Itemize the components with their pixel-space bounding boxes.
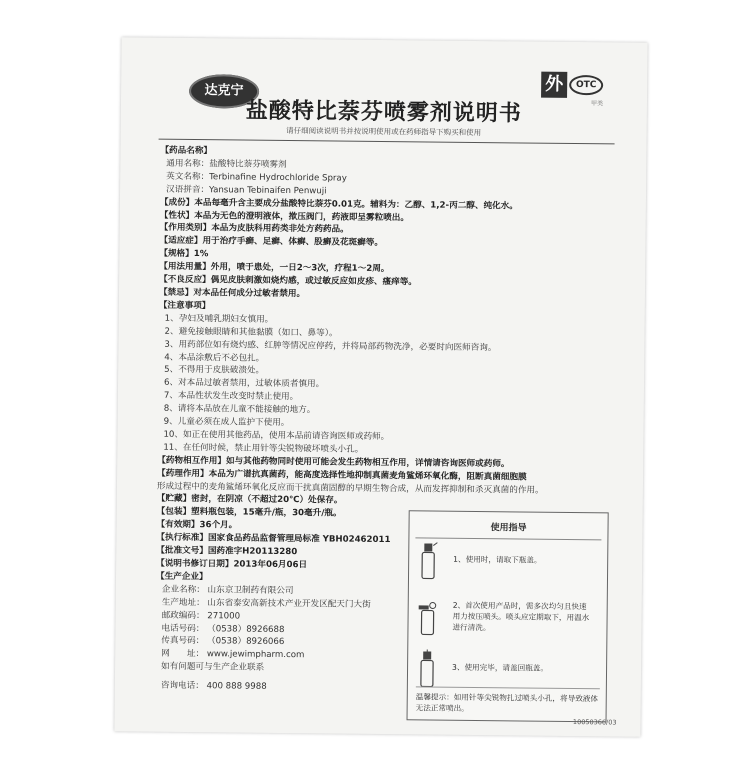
body-line: 邮政编码： 271000 — [161, 610, 241, 622]
section-line: 【禁忌】对本品任何成分过敏者禁用。 — [158, 287, 306, 300]
body-line: 形成过程中的麦角鲨烯环氧化反应而干扰真菌固醇的早期生物合成，从而发挥抑制和杀灭真菌的作用。 — [156, 481, 544, 496]
spray-bottle-recap-icon — [416, 649, 438, 689]
body-line: 咨询电话： 400 888 9988 — [160, 680, 267, 692]
section-line: 【规格】1% — [159, 248, 209, 260]
usage-guide-box — [407, 510, 609, 722]
body-line: 8、请将本品放在儿童不能接触的地方。 — [163, 403, 316, 416]
section-line: 【说明书修订日期】2013年06月06日 — [156, 558, 308, 571]
section-line: 【成份】本品每毫升含主要成分盐酸特比萘芬0.01克。辅料为：乙醇、1,2-丙二醇、纯化水。 — [159, 197, 518, 212]
section-line: 【有效期】36个月。 — [156, 519, 238, 531]
section-line: 【用法用量】外用，喷于患处，一日2～3次，疗程1～2周。 — [159, 261, 390, 275]
body-line: 网 址： www.jewimpharm.com — [161, 649, 305, 661]
spray-bottle-cap-icon — [417, 541, 439, 581]
body-line: 企业名称： 山东京卫制药有限公司 — [161, 584, 294, 596]
usage-step-text: 3、使用完毕，请盖回瓶盖。 — [452, 662, 549, 673]
section-line: 【生产企业】 — [155, 571, 208, 583]
body-line: 4、本品涂敷后不必包扎。 — [164, 352, 265, 364]
section-line: 【包装】塑料瓶包装，15毫升/瓶，30毫升/瓶。 — [156, 507, 342, 519]
document-subtitle: 请仔细阅读说明书并按说明使用或在药师指导下购买和使用 — [286, 125, 482, 138]
document-title: 盐酸特比萘芬喷雾剂说明书 — [245, 98, 522, 127]
section-line: 【药品名称】 — [160, 145, 213, 157]
otc-mark — [541, 72, 604, 108]
usage-step-text: 2、首次使用产品时，需多次均匀且快速用力按压喷头。喷头应定期取下，用温水进行清洗。 — [452, 600, 590, 633]
section-line: 【适应症】用于治疗手癣、足癣、体癣、股癣及花斑癣等。 — [159, 236, 384, 249]
section-line: 【性状】本品为无色的澄明液体，揿压阀门，药液即呈雾粒喷出。 — [159, 210, 410, 223]
body-line: 7、本品性状发生改变时禁止使用。 — [163, 390, 299, 403]
section-line: 【不良反应】偶见皮肤刺激如烧灼感，或过敏反应如皮疹、瘙痒等。 — [159, 274, 417, 288]
section-line: 【作用类别】本品为皮肤科用药类非处方药药品。 — [159, 223, 349, 236]
body-line: 1、孕妇及哺乳期妇女慎用。 — [164, 313, 274, 325]
body-line: 通用名称：盐酸特比萘芬喷雾剂 — [166, 158, 287, 170]
otc-category: 甲类 — [590, 100, 604, 108]
section-line: 【注意事项】 — [158, 300, 211, 312]
section-line: 【药物相互作用】如与其他药物同时使用可能会发生药物相互作用，详情请咨询医师或药师。 — [157, 455, 510, 470]
usage-step-2 — [409, 597, 607, 633]
brand-logo: 达克宁 — [189, 74, 259, 109]
title-divider — [159, 139, 615, 145]
section-line: 【执行标准】国家食品药品监督管理局标准 YBH02462011 — [156, 532, 391, 546]
usage-step-3 — [408, 649, 606, 673]
usage-step-1 — [409, 541, 607, 565]
body-line: 5、不得用于皮肤破溃处。 — [164, 365, 265, 377]
usage-guide-divider — [415, 537, 601, 540]
otc-badge: OTC — [569, 75, 603, 95]
usage-tip: 温馨提示：如用针等尖锐物扎过喷头小孔，将导致液体无法正常喷出。 — [416, 686, 600, 715]
body-line: 11、在任何时候，禁止用针等尖锐物破坏喷头小孔。 — [163, 442, 364, 455]
body-line: 英文名称：Terbinafine Hydrochloride Spray — [166, 171, 347, 184]
body-line: 生产地址： 山东省泰安高新技术产业开发区配天门大街 — [161, 597, 371, 610]
section-line: 【贮藏】密封，在阴凉（不超过20℃）处保存。 — [156, 494, 343, 507]
body-line: 汉语拼音：Yansuan Tebinaifen Penwuji — [166, 184, 327, 197]
usage-guide-title: 使用指导 — [490, 523, 527, 534]
body-line: 电话号码： （0538）8926688 — [161, 623, 285, 635]
section-line: 【药理作用】本品为广谱抗真菌药，能高度选择性地抑制真菌麦角鲨烯环氧化酶，阻断真菌细胞膜 — [157, 468, 527, 483]
document-number: 10050366/03 — [572, 718, 617, 727]
instruction-leaflet — [114, 37, 647, 736]
body-line: 6、对本品过敏者禁用，过敏体质者慎用。 — [163, 378, 325, 390]
section-line: 【批准文号】国药准字H20113280 — [156, 545, 298, 558]
spray-bottle-press-icon — [416, 597, 438, 637]
body-line: 10、如正在使用其他药品，使用本品前请咨询医师或药师。 — [163, 429, 390, 443]
body-line: 3、用药部位如有烧灼感、红肿等情况应停药，并将局部药物洗净，必要时向医师咨询。 — [164, 339, 497, 353]
body-line: 2、避免接触眼睛和其他黏膜（如口、鼻等）。 — [164, 326, 338, 339]
usage-step-text: 1、使用时，请取下瓶盖。 — [453, 554, 542, 565]
external-use-badge: 外 — [541, 72, 567, 98]
body-line: 传真号码： （0538）8926066 — [161, 636, 285, 648]
body-line: 如有问题可与生产企业联系 — [161, 661, 265, 674]
body-line: 9、儿童必须在成人监护下使用。 — [163, 416, 290, 429]
